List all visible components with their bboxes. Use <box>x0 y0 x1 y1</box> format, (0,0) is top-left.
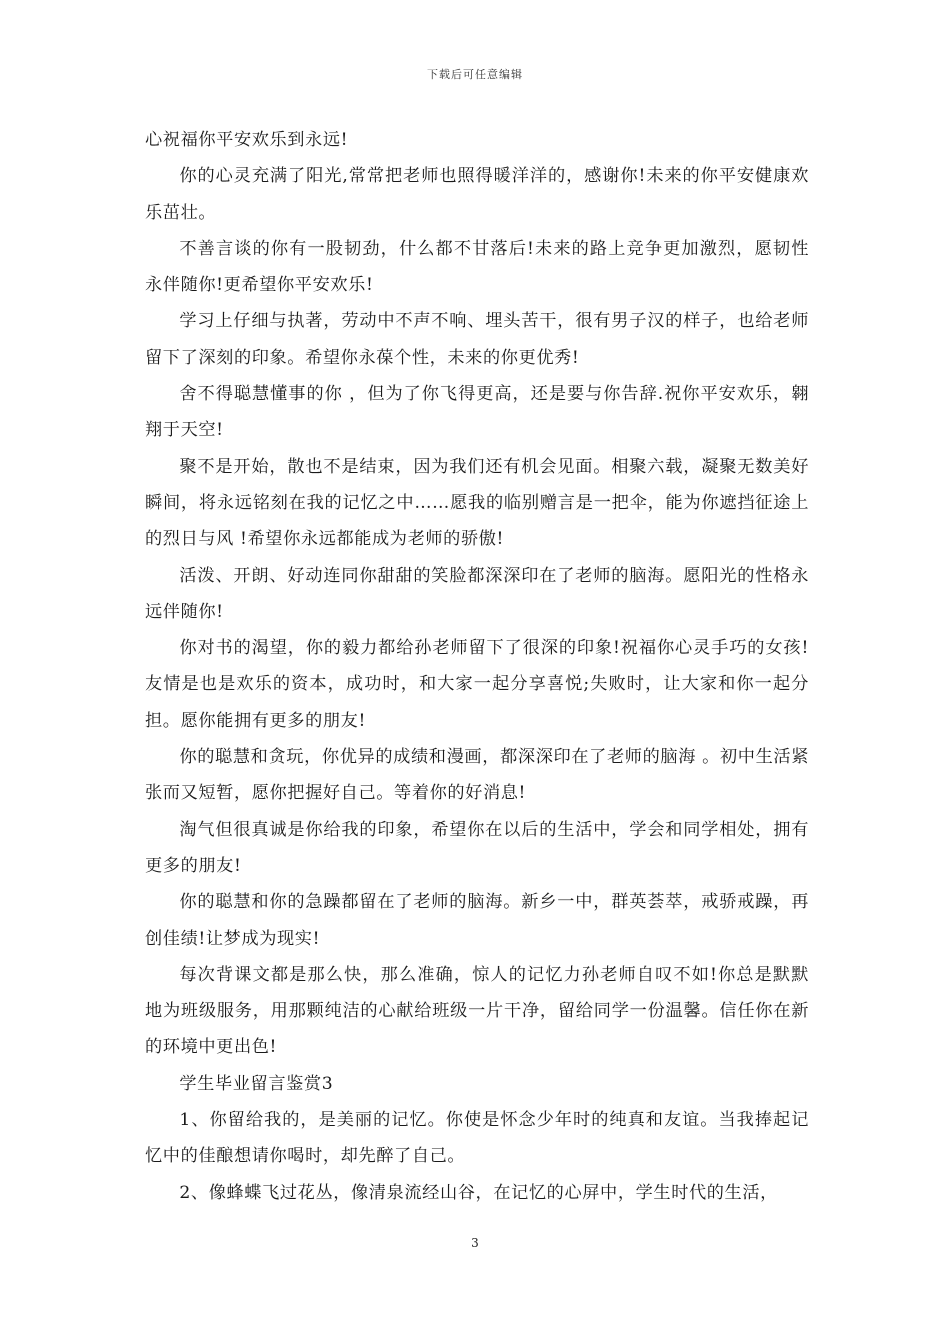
page-header: 下载后可任意编辑 <box>427 68 523 81</box>
paragraph: 每次背课文都是那么快，那么准确，惊人的记忆力孙老师自叹不如!你总是默默地为班级服务，用那颗纯洁的心献给班级一片干净，留给同学一份温馨。信任你在新的环境中更出色! <box>145 964 809 1058</box>
paragraph: 淘气但很真诚是你给我的印象，希望你在以后的生活中，学会和同学相处，拥有更多的朋友! <box>145 819 809 876</box>
paragraph: 你的心灵充满了阳光,常常把老师也照得暖洋洋的，感谢你!未来的你平安健康欢乐茁壮。 <box>145 166 809 223</box>
paragraph: 你对书的渴望，你的毅力都给孙老师留下了很深的印象!祝福你心灵手巧的女孩!友情是也是欢乐的资本，成功时，和大家一起分享喜悦;失败时，让大家和你一起分担。愿你能拥有更多的朋友! <box>145 638 809 731</box>
paragraph: 你的聪慧和贪玩，你优异的成绩和漫画，都深深印在了老师的脑海 。初中生活紧张而又短暂，愿你把握好自己。等着你的好消息! <box>145 747 809 804</box>
paragraph: 不善言谈的你有一股韧劲，什么都不甘落后!未来的路上竞争更加激烈，愿韧性永伴随你!更希望你平安欢乐! <box>145 238 809 296</box>
section-heading: 学生毕业留言鉴赏3 <box>179 1073 334 1094</box>
paragraph: 聚不是开始，散也不是结束，因为我们还有机会见面。相聚六载，凝聚无数美好瞬间，将永远铭刻在我的记忆之中……愿我的临别赠言是一把伞，能为你遮挡征途上的烈日与风 !希望你永远都能成为老师的骄傲! <box>145 456 809 550</box>
page-number: 3 <box>471 1236 479 1250</box>
body-text <box>145 122 809 1211</box>
paragraph: 舍不得聪慧懂事的你 ，但为了你飞得更高，还是要与你告辞.祝你平安欢乐，翱翔于天空! <box>145 384 809 441</box>
paragraph: 活泼、开朗、好动连同你甜甜的笑脸都深深印在了老师的脑海。愿阳光的性格永远伴随你! <box>145 565 809 622</box>
paragraph: 学习上仔细与执著，劳动中不声不响、埋头苦干，很有男子汉的样子，也给老师留下了深刻的印象。希望你永葆个性，未来的你更优秀! <box>145 311 809 368</box>
paragraph: 你的聪慧和你的急躁都留在了老师的脑海。新乡一中，群英荟萃，戒骄戒躁，再创佳绩!让梦成为现实! <box>145 892 809 949</box>
paragraph: 2、像蜂蝶飞过花丛，像清泉流经山谷，在记忆的心屏中，学生时代的生活， <box>179 1182 778 1203</box>
paragraph: 1、你留给我的，是美丽的记忆。你使是怀念少年时的纯真和友谊。当我捧起记忆中的佳酿想请你喝时，却先醉了自己。 <box>145 1110 809 1167</box>
paragraph: 心祝福你平安欢乐到永远! <box>145 130 349 150</box>
